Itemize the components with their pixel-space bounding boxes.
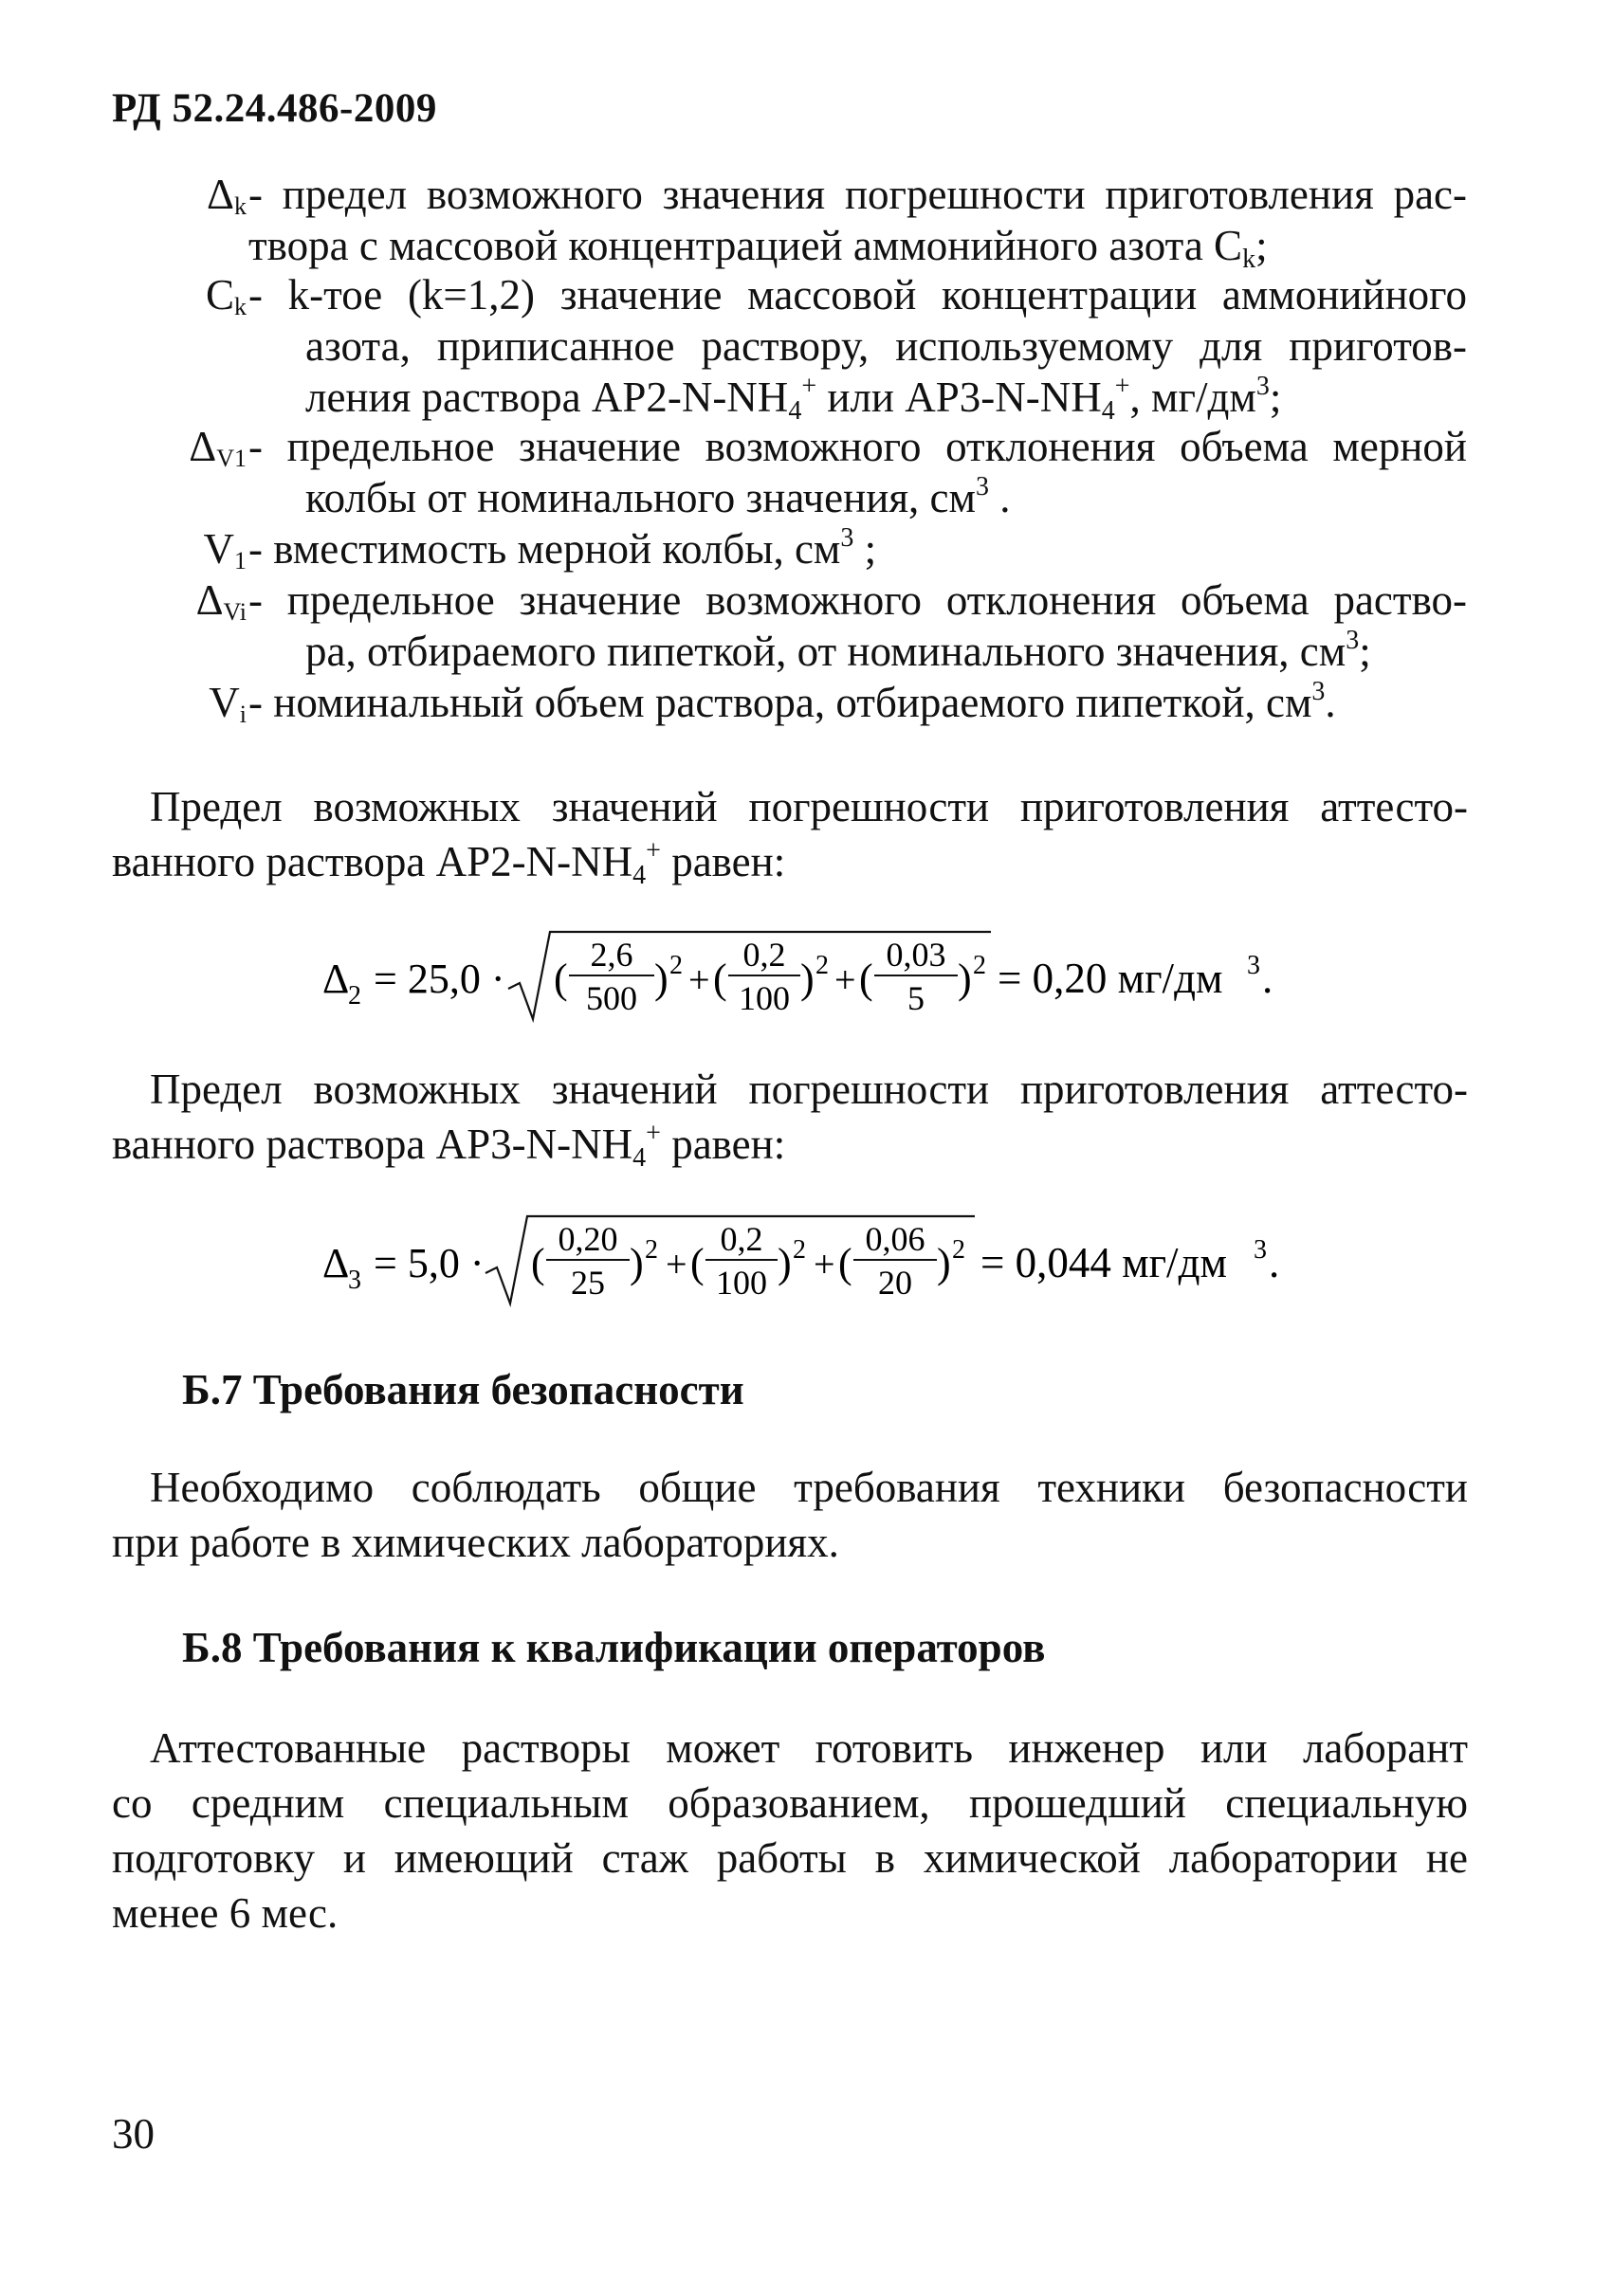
fraction-denominator: 25 — [571, 1264, 605, 1302]
fraction-denominator: 100 — [739, 979, 790, 1017]
section-b7-text: Необходимо соблюдать общие требования техники безопасности при работе в химических лабораториях. — [112, 1464, 1468, 1566]
formula-result-exponent: 3 — [1254, 1235, 1267, 1265]
formula-result: = 0,20 мг/дм — [998, 955, 1223, 1002]
section-heading-b7: Б.7 Требования безопасности — [182, 1366, 744, 1413]
paren-open: ( — [859, 956, 873, 1002]
definition-symbol: $\Delta_{V1}$ — [189, 423, 247, 472]
definition-text: - k-тое (k=1,2) значение массовой концентрации аммонийного азота, приписанное раствору, используемому для приготов- ления раствора $АР2-N-NH_4^+$ или $АР3-N-NH_4^+$, $мг/дм^3$; — [248, 271, 1467, 426]
formula-period: . — [1269, 1239, 1280, 1286]
paren-close: ) — [778, 1240, 792, 1286]
fraction-numerator: 0,2 — [720, 1220, 763, 1258]
formula-coef: = 5,0 · — [374, 1240, 485, 1286]
fraction-numerator: 0,20 — [558, 1220, 618, 1258]
paren-close: ) — [800, 956, 815, 1002]
fraction-numerator: 2,6 — [590, 936, 633, 974]
definition-text: - вместимость мерной колбы, $см^3$ ; — [248, 523, 877, 573]
paren-open: ( — [713, 956, 727, 1002]
definition-symbol: $V_1$ — [203, 525, 247, 574]
paren-open: ( — [554, 956, 568, 1002]
formula-coef: = 25,0 · — [374, 956, 505, 1002]
exponent: 2 — [669, 951, 683, 980]
definition-text: - предел возможного значения погрешности приготовления рас- твора с массовой концентрацией аммонийного азота $C_k$; — [248, 171, 1467, 274]
exponent: 2 — [952, 1235, 965, 1265]
fraction-denominator: 500 — [586, 979, 637, 1017]
exponent: 2 — [815, 951, 829, 980]
fraction-numerator: 0,06 — [865, 1220, 925, 1258]
paren-close: ) — [654, 956, 669, 1002]
definition-symbol: $\Delta_k$ — [207, 171, 247, 220]
formula-delta-2 — [322, 924, 1328, 1029]
formula-result: = 0,044 мг/дм — [980, 1239, 1227, 1286]
paragraph-ar2-intro: Предел возможных значений погрешности приготовления аттесто- ванного раствора $АР2-N-NH_4^+$ равен: — [112, 783, 1468, 890]
plus-sign: + — [688, 958, 710, 1001]
fraction-denominator: 20 — [878, 1264, 912, 1302]
formula-lhs-sub: 3 — [348, 1266, 361, 1295]
formula-lhs: Δ — [322, 1240, 350, 1286]
fraction-numerator: 0,03 — [886, 936, 946, 974]
formula-lhs: Δ — [322, 956, 350, 1002]
fraction-denominator: 5 — [907, 979, 925, 1017]
definition-text: - предельное значение возможного отклонения объема раство- ра, отбираемого пипеткой, от номинального значения, $см^3$; — [248, 576, 1467, 675]
page-number: 30 — [112, 2110, 155, 2158]
exponent: 2 — [973, 951, 986, 980]
paren-close: ) — [630, 1240, 644, 1286]
paren-open: ( — [690, 1240, 705, 1286]
paragraph-ar3-intro: Предел возможных значений погрешности приготовления аттесто- ванного раствора $АР3-N-NH_4^+$ равен: — [112, 1066, 1468, 1173]
formula-result-exponent: 3 — [1247, 951, 1260, 980]
plus-sign: + — [814, 1243, 835, 1285]
section-b8-text: Аттестованные растворы может готовить инженер или лаборант со средним специальным образованием, прошедший специальную подготовку и имеющий стаж работы в химической лаборатории не менее 6 мес. — [112, 1724, 1468, 1937]
exponent: 2 — [793, 1235, 806, 1265]
fraction-numerator: 0,2 — [742, 936, 786, 974]
fraction-denominator: 100 — [716, 1264, 767, 1302]
plus-sign: + — [666, 1243, 687, 1285]
paren-close: ) — [958, 956, 972, 1002]
formula-delta-3 — [322, 1209, 1328, 1313]
paren-open: ( — [838, 1240, 852, 1286]
paren-close: ) — [937, 1240, 951, 1286]
section-heading-b8: Б.8 Требования к квалификации операторов — [182, 1624, 1046, 1671]
definition-text: - предельное значение возможного отклонения объема мерной колбы от номинального значения, $см^3$ . — [248, 423, 1467, 521]
formula-period: . — [1262, 955, 1273, 1002]
document-code: РД 52.24.486-2009 — [112, 86, 437, 131]
definition-symbol: $\Delta_{Vi}$ — [195, 576, 247, 626]
exponent: 2 — [645, 1235, 658, 1265]
plus-sign: + — [834, 958, 856, 1001]
definition-symbol: $C_k$ — [205, 271, 247, 320]
definition-text: - номинальный объем раствора, отбираемого пипеткой, $см^3$. — [248, 677, 1336, 726]
definition-symbol: $V_i$ — [209, 679, 247, 728]
formula-lhs-sub: 2 — [348, 981, 361, 1011]
paren-open: ( — [531, 1240, 545, 1286]
